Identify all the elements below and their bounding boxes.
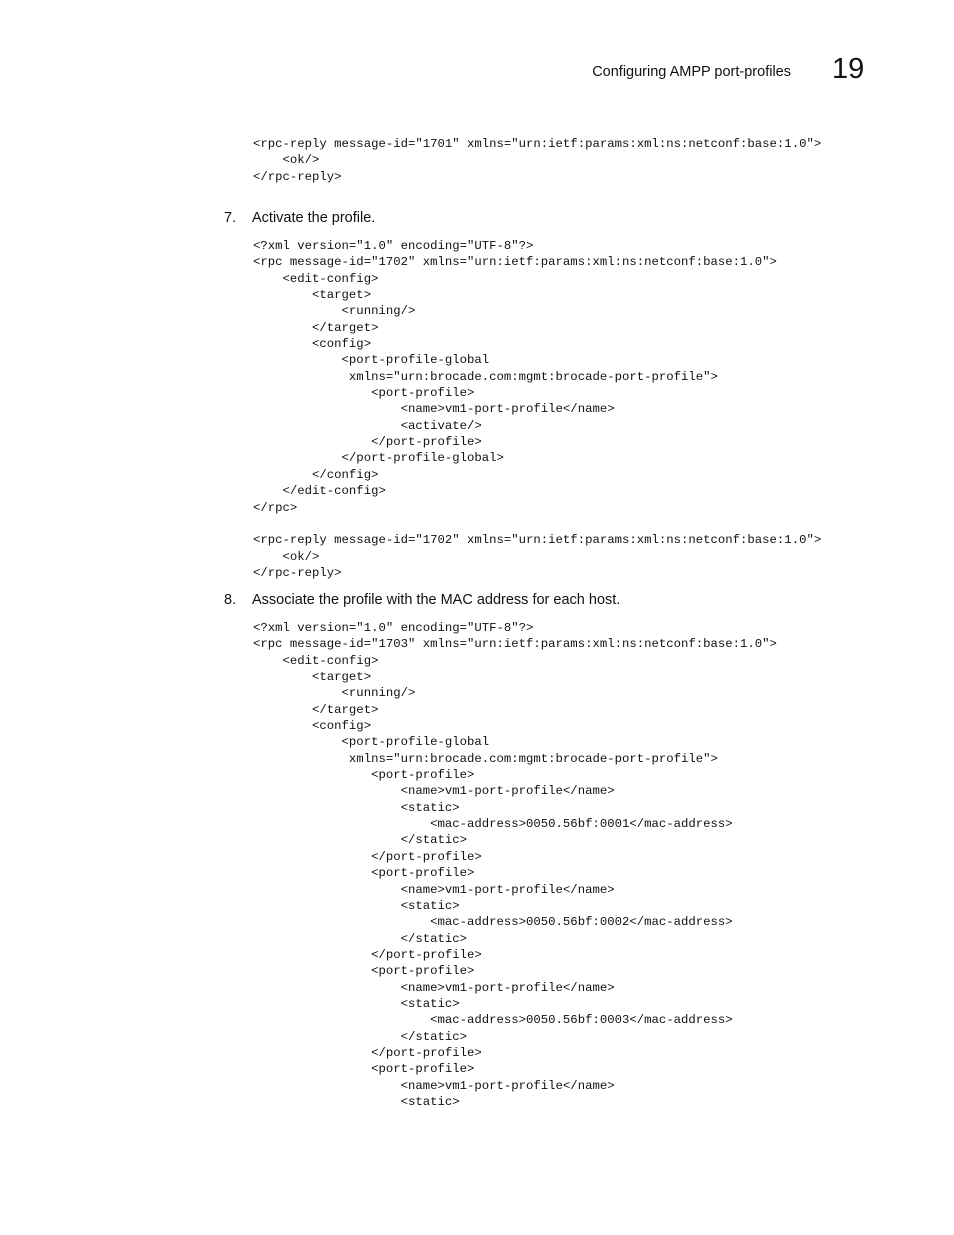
code-line: <mac-address>0050.56bf:0003</mac-address> <box>253 1013 733 1028</box>
code-line: <static> <box>253 800 460 815</box>
code-line: </target> <box>253 702 379 717</box>
code-line: <port-profile> <box>253 386 475 401</box>
code-line: xmlns="urn:brocade.com:mgmt:brocade-port-profile"> <box>253 369 718 384</box>
code-line: <name>vm1-port-profile</name> <box>253 402 615 417</box>
code-line: </port-profile> <box>253 947 482 962</box>
step-7-text: Activate the profile. <box>252 210 376 226</box>
code-line: </rpc-reply> <box>253 565 342 580</box>
code-line: <ok/> <box>253 153 320 168</box>
code-line: <name>vm1-port-profile</name> <box>253 980 615 995</box>
code-line: <port-profile> <box>253 1062 475 1077</box>
code-line: <config> <box>253 337 372 352</box>
code-line: <rpc-reply message-id="1701" xmlns="urn:ietf:params:xml:ns:netconf:base:1.0"> <box>253 137 822 151</box>
code-line: <static> <box>253 898 460 913</box>
code-line: <edit-config> <box>253 271 379 286</box>
code-line: </port-profile-global> <box>253 451 504 466</box>
code-line: </static> <box>253 1029 468 1044</box>
step-7-number: 7. <box>224 210 237 226</box>
code-line: <?xml version="1.0" encoding="UTF-8"?> <box>253 621 534 635</box>
code-line: <ok/> <box>253 549 320 564</box>
code-line <box>253 516 821 532</box>
code-line: <rpc message-id="1702" xmlns="urn:ietf:params:xml:ns:netconf:base:1.0"> <box>253 255 777 270</box>
code-line: <target> <box>253 288 372 303</box>
code-line: <port-profile> <box>253 768 475 783</box>
code-block-reply-1701 <box>253 136 821 185</box>
code-line: <port-profile-global <box>253 735 490 750</box>
code-line: <name>vm1-port-profile</name> <box>253 882 615 897</box>
chapter-number: 19 <box>832 53 865 85</box>
step-8 <box>224 592 620 608</box>
code-line: <name>vm1-port-profile</name> <box>253 1078 615 1093</box>
code-line: xmlns="urn:brocade.com:mgmt:brocade-port-profile"> <box>253 751 718 766</box>
code-line: </port-profile> <box>253 435 482 450</box>
code-line: <static> <box>253 1094 460 1109</box>
code-line: </rpc> <box>253 500 298 515</box>
code-line: </rpc-reply> <box>253 169 342 184</box>
step-8-number: 8. <box>224 592 237 608</box>
code-line: <mac-address>0050.56bf:0001</mac-address> <box>253 817 733 832</box>
code-line: <rpc-reply message-id="1702" xmlns="urn:ietf:params:xml:ns:netconf:base:1.0"> <box>253 533 822 548</box>
code-line: <name>vm1-port-profile</name> <box>253 784 615 799</box>
code-line: <edit-config> <box>253 653 379 668</box>
code-line: <rpc message-id="1703" xmlns="urn:ietf:params:xml:ns:netconf:base:1.0"> <box>253 637 777 652</box>
code-line: </target> <box>253 320 379 335</box>
code-line: </edit-config> <box>253 484 386 499</box>
code-line: </static> <box>253 931 468 946</box>
code-block-rpc-1703 <box>253 620 777 1110</box>
code-block-rpc-1702 <box>253 238 821 581</box>
code-line: <config> <box>253 719 372 734</box>
code-line: </static> <box>253 833 468 848</box>
code-line: <running/> <box>253 686 416 701</box>
code-line: <port-profile-global <box>253 353 490 368</box>
code-line: <mac-address>0050.56bf:0002</mac-address> <box>253 915 733 930</box>
code-line: <target> <box>253 670 372 685</box>
step-8-text: Associate the profile with the MAC address for each host. <box>252 592 621 608</box>
code-line: </port-profile> <box>253 849 482 864</box>
code-line: <activate/> <box>253 418 482 433</box>
running-header-title: Configuring AMPP port-profiles <box>592 64 791 80</box>
code-line: <?xml version="1.0" encoding="UTF-8"?> <box>253 239 534 253</box>
code-line: <running/> <box>253 304 416 319</box>
step-7 <box>224 210 375 226</box>
code-line: <port-profile> <box>253 964 475 979</box>
code-line: </config> <box>253 467 379 482</box>
code-line: <port-profile> <box>253 866 475 881</box>
code-line: <static> <box>253 996 460 1011</box>
code-line: </port-profile> <box>253 1045 482 1060</box>
